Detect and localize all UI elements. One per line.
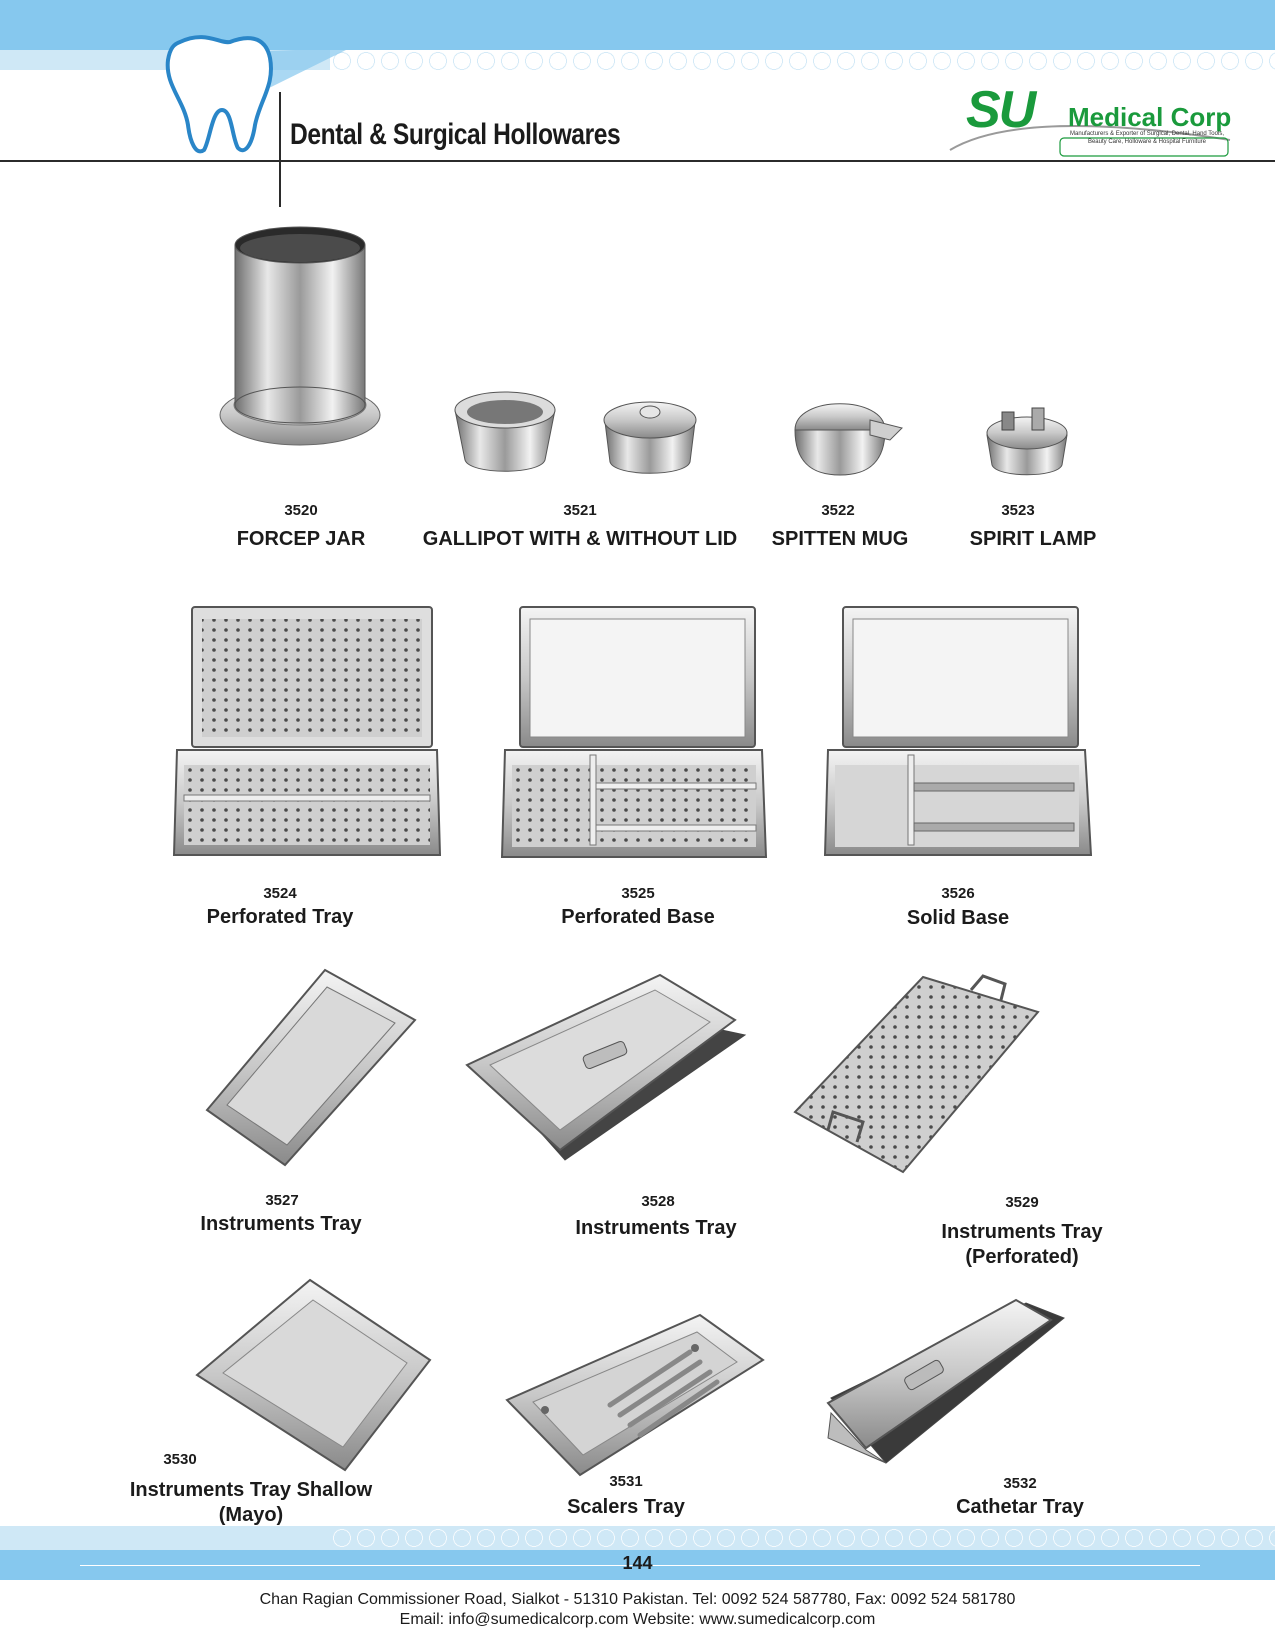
logo-name: Medical Corp [1068,102,1232,132]
product-code-3525: 3525 [621,885,655,902]
logo-tagline-2: Beauty Care, Holloware & Hospital Furniture [1087,139,1207,145]
product-code-3530: 3530 [163,1451,197,1468]
product-name-3522: SPITTEN MUG [771,528,909,550]
page-number: 144 [622,1553,653,1573]
perforated-tray-icon [172,605,442,865]
perforated-base-icon [500,605,770,865]
product-name-3527: Instruments Tray [200,1213,362,1235]
instruments-tray-icon [205,965,420,1170]
solid-base-icon [823,605,1098,865]
footer-wave-pattern [330,1526,1275,1550]
product-name-3531: Scalers Tray [567,1496,685,1518]
product-name-3530-line-2: (Mayo) [218,1504,284,1526]
perforated-instruments-tray-icon [793,972,1043,1182]
product-code-3522: 3522 [821,502,855,519]
spitten-mug-icon [790,390,905,480]
logo-tagline-1: Manufacturers & Exporter of Surgical, Dental, Hand Tools, [1070,131,1224,137]
header-divider [279,92,281,207]
footer-address-block [0,1590,1275,1630]
product-name-3524: Perforated Tray [206,906,354,928]
product-name-3520: FORCEP JAR [236,528,366,550]
product-code-3523: 3523 [1001,502,1035,519]
spirit-lamp-icon [982,400,1072,480]
product-code-3521: 3521 [563,502,597,519]
product-name-3525: Perforated Base [561,906,715,928]
product-code-3528: 3528 [641,1193,675,1210]
product-name-3532: Cathetar Tray [956,1496,1084,1518]
forcep-jar-icon [215,225,385,455]
product-name-3526: Solid Base [906,907,1010,929]
company-logo [940,80,1240,160]
product-name-3529: Instruments Tray [941,1221,1103,1243]
page-title: Dental & Surgical Hollowares [290,118,621,151]
product-code-3520: 3520 [284,502,318,519]
product-name-3521: GALLIPOT WITH & WITHOUT LID [422,528,738,550]
gallipot-open-icon [450,390,560,480]
cathetar-tray-icon [826,1298,1066,1473]
product-code-3524: 3524 [263,885,297,902]
mayo-tray-icon [195,1275,435,1475]
gallipot-lid-icon [600,392,700,482]
product-name-3530: Instruments Tray Shallow [129,1479,373,1501]
product-code-3531: 3531 [609,1473,643,1490]
header-rule [0,160,1275,162]
product-name-3529-line-2: (Perforated) [965,1246,1079,1268]
product-name-3528: Instruments Tray [575,1217,737,1239]
scalers-tray-icon [505,1310,765,1480]
product-code-3529: 3529 [1005,1194,1039,1211]
product-code-3527: 3527 [265,1192,299,1209]
product-code-3532: 3532 [1003,1475,1037,1492]
logo-mark: SU [966,81,1035,139]
footer-contact: Email: info@sumedicalcorp.com Website: www.sumedicalcorp.com [399,1611,876,1628]
footer-address: Chan Ragian Commissioner Road, Sialkot - 51310 Pakistan. Tel: 0092 524 587780, Fax: 0092 524 581780 [259,1591,1016,1608]
instruments-tray-lid-icon [465,970,750,1170]
product-name-3523: SPIRIT LAMP [969,528,1097,550]
header-wave-pattern [330,50,1275,72]
product-code-3526: 3526 [941,885,975,902]
